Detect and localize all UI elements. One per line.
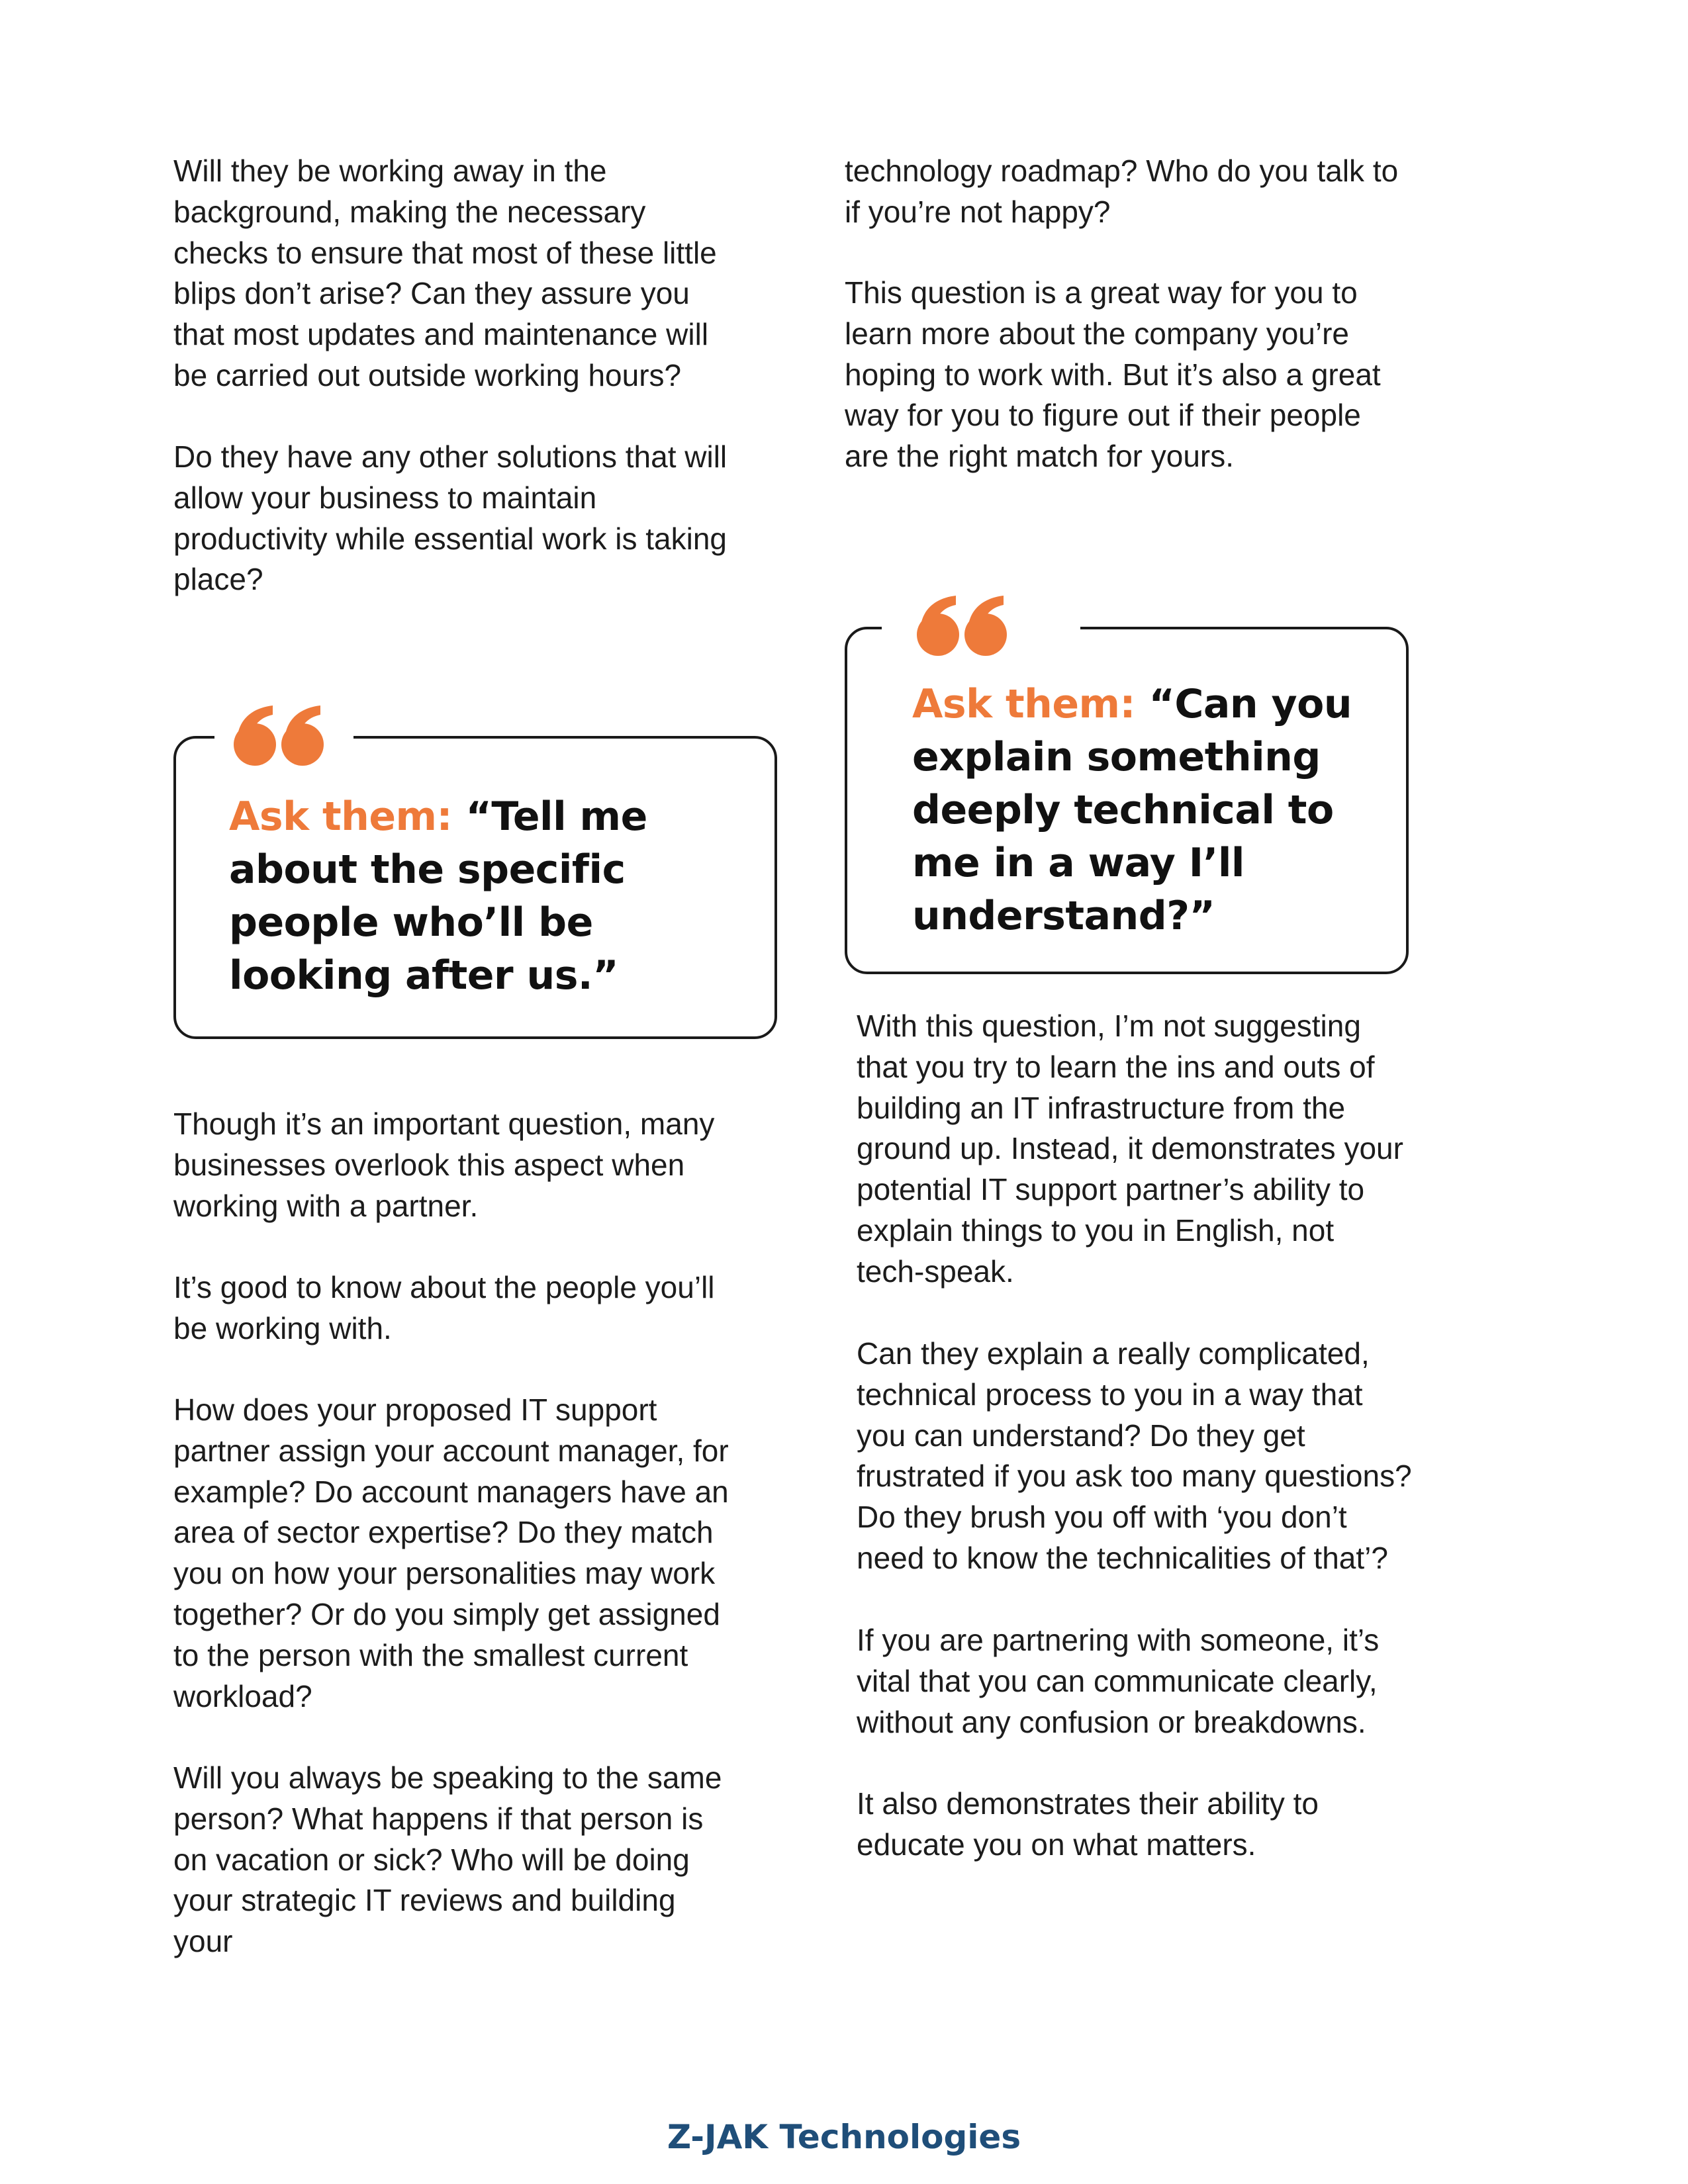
right-paragraph-6: It also demonstrates their ability to educate you on what matters. xyxy=(857,1786,1319,1862)
right-paragraph-3: With this question, I’m not suggesting that you try to learn the ins and outs of building an IT infrastructure from the ground up. Instead, it demonstrates your potential IT support partner’s ability to explain things to you in English, not tech-speak. xyxy=(857,1009,1403,1289)
right-paragraph-5: If you are partnering with someone, it’s vital that you can communicate clearly, without any confusion or breakdowns. xyxy=(857,1623,1380,1739)
ask-them-label: Ask them: xyxy=(912,681,1136,727)
left-paragraph-1: Will they be working away in the background, making the necessary checks to ensure that most of these little blips don’t arise? Can they assure you that most updates and maintenance will be carried out outside working hours? xyxy=(173,154,717,392)
right-paragraph-2: This question is a great way for you to learn more about the company you’re hoping to work with. But it’s also a great way for you to figure out if their people are the right match for yours. xyxy=(845,275,1381,474)
quote-mark-icon xyxy=(915,593,1014,659)
ask-them-label: Ask them: xyxy=(229,794,453,840)
left-callout-quote: “Tell me about the specific people who’ll be looking after us.” xyxy=(229,794,647,999)
left-paragraph-2: Do they have any other solutions that will allow your business to maintain productivity while essential work is taking place? xyxy=(173,439,727,597)
left-paragraph-4: It’s good to know about the people you’ll be working with. xyxy=(173,1270,715,1345)
left-paragraph-3: Though it’s an important question, many businesses overlook this aspect when working with a partner. xyxy=(173,1107,715,1223)
right-callout-quote: “Can you explain something deeply technical to me in a way I’ll understand?” xyxy=(912,681,1352,939)
left-paragraph-5: How does your proposed IT support partner assign your account manager, for example? Do account managers have an area of sector expertise? Do they match you on how your personalities may work together? Or do you simply get assigned to the person with the smallest current workload? xyxy=(173,1392,729,1713)
left-callout-text xyxy=(229,790,745,1002)
right-paragraph-4: Can they explain a really complicated, technical process to you in a way that you can understand? Do they get frustrated if you ask too many questions? Do they brush you off with ‘you don’t need to know the technicalities of that’? xyxy=(857,1336,1412,1575)
footer-company-name: Z-JAK Technologies xyxy=(667,2118,1021,2156)
left-paragraph-6: Will you always be speaking to the same person? What happens if that person is on vacation or sick? Who will be doing your strategic IT reviews and building your xyxy=(173,1760,722,1959)
right-paragraph-1: technology roadmap? Who do you talk to if you’re not happy? xyxy=(845,154,1399,229)
right-callout-text xyxy=(912,678,1376,942)
quote-mark-icon xyxy=(232,703,331,769)
